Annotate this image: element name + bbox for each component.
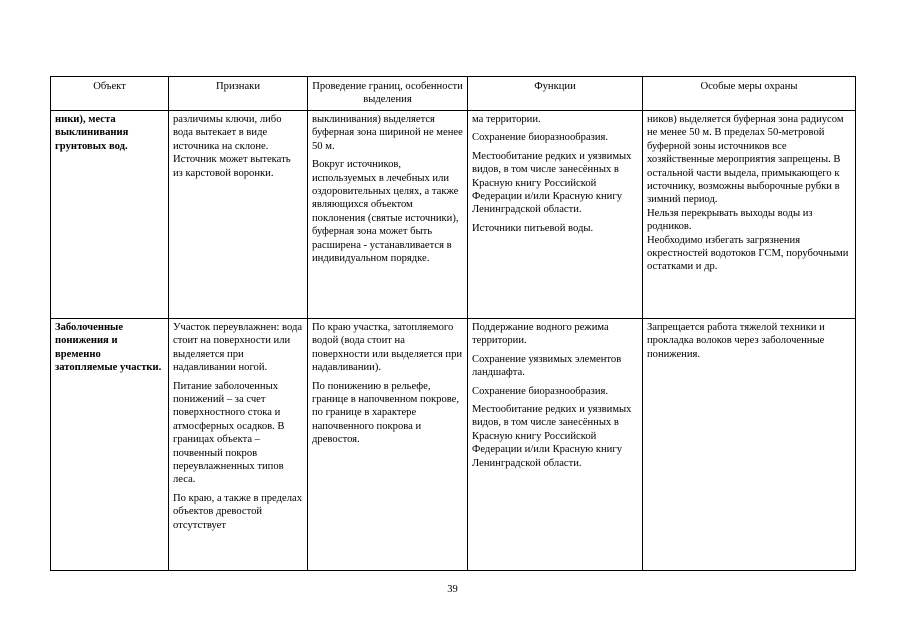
measures-cell — [643, 111, 856, 319]
borders-cell — [308, 111, 468, 319]
measures-paragraph: ников) выделяется буферная зона радиусом не менее 50 м. В пределах 50-метровой буферной зоны источников все хозяйственные мероприятия запрещены. В остальной части выдела, примыкающего к источнику, возможны выборочные рубки в зимний период. — [647, 114, 844, 206]
signs-cell — [169, 319, 308, 571]
functions-paragraph: ма территории. — [472, 114, 541, 125]
functions-paragraph: Сохранение биоразнообразия. — [472, 385, 609, 397]
table-header-row — [51, 77, 856, 111]
measures-paragraph: Необходимо избегать загрязнения окрестностей водотоков ГСМ, порубочными остатками и др. — [647, 234, 849, 273]
functions-paragraph: Сохранение уязвимых элементов ландшафта. — [472, 353, 622, 379]
table-row — [51, 319, 856, 571]
functions-paragraph: Сохранение биоразнообразия. — [472, 132, 609, 144]
measures-paragraph: Запрещается работа тяжелой техники и прокладка волоков через заболоченные понижения. — [647, 322, 825, 360]
functions-paragraph: Местообитание редких и уязвимых видов, в том числе занесённых в Красную книгу Российской Федерации и/или Красную книгу Ленинградской области. — [472, 404, 632, 469]
header-signs: Признаки — [169, 77, 308, 111]
header-borders: Проведение границ, особенности выделения — [308, 77, 468, 111]
borders-cell — [308, 319, 468, 571]
signs-paragraph: По краю, а также в пределах объектов древостой отсутствует — [173, 492, 302, 531]
functions-paragraph: Поддержание водного режима территории. — [472, 322, 609, 347]
borders-paragraph: выклинивания) выделяется буферная зона шириной не менее 50 м. — [312, 114, 463, 152]
page-number: 39 — [447, 584, 458, 595]
document-table — [50, 76, 856, 571]
measures-paragraph: Нельзя перекрывать выходы воды из родников. — [647, 207, 813, 233]
object-name: Заболоченные понижения и временно затопляемые участки. — [55, 322, 162, 374]
signs-paragraph: Питание заболоченных понижений – за счет поверхностного стока и атмосферных осадков. В границах объекта – почвенный покров переувлажненных типов леса. — [173, 380, 285, 486]
borders-paragraph: По краю участка, затопляемого водой (вода стоит на поверхности или выделяется при надавливании). — [312, 322, 463, 374]
functions-cell — [468, 319, 643, 571]
borders-paragraph: Вокруг источников, используемых в лечебных или оздоровительных целях, а также являющихся объектом поклонения (святые источники), буферная зона может быть расширена - устанавливается в индивидуальном порядке. — [312, 159, 459, 265]
functions-cell — [468, 111, 643, 319]
table-row — [51, 111, 856, 319]
measures-cell — [643, 319, 856, 571]
borders-paragraph: По понижению в рельефе, границе в напочвенном покрове, по границе в характере напочвенного покрова и древостоя. — [312, 380, 460, 446]
object-name: ники), места выклинивания грунтовых вод. — [55, 114, 129, 152]
header-object: Объект — [51, 77, 169, 111]
functions-paragraph: Источники питьевой воды. — [472, 222, 594, 234]
signs-paragraph: Участок переувлажнен: вода стоит на поверхности или выделяется при надавливании ногой. — [173, 322, 303, 374]
object-cell — [51, 319, 169, 571]
header-measures: Особые меры охраны — [643, 77, 856, 111]
object-cell — [51, 111, 169, 319]
header-functions: Функции — [468, 77, 643, 111]
signs-cell — [169, 111, 308, 319]
signs-paragraph: различимы ключи, либо вода вытекает в виде источника на склоне. Источник может вытекать из карстовой воронки. — [173, 114, 291, 179]
functions-paragraph: Местообитание редких и уязвимых видов, в том числе занесённых в Красную книгу Российской Федерации и/или Красную книгу Ленинградской области. — [472, 150, 632, 216]
